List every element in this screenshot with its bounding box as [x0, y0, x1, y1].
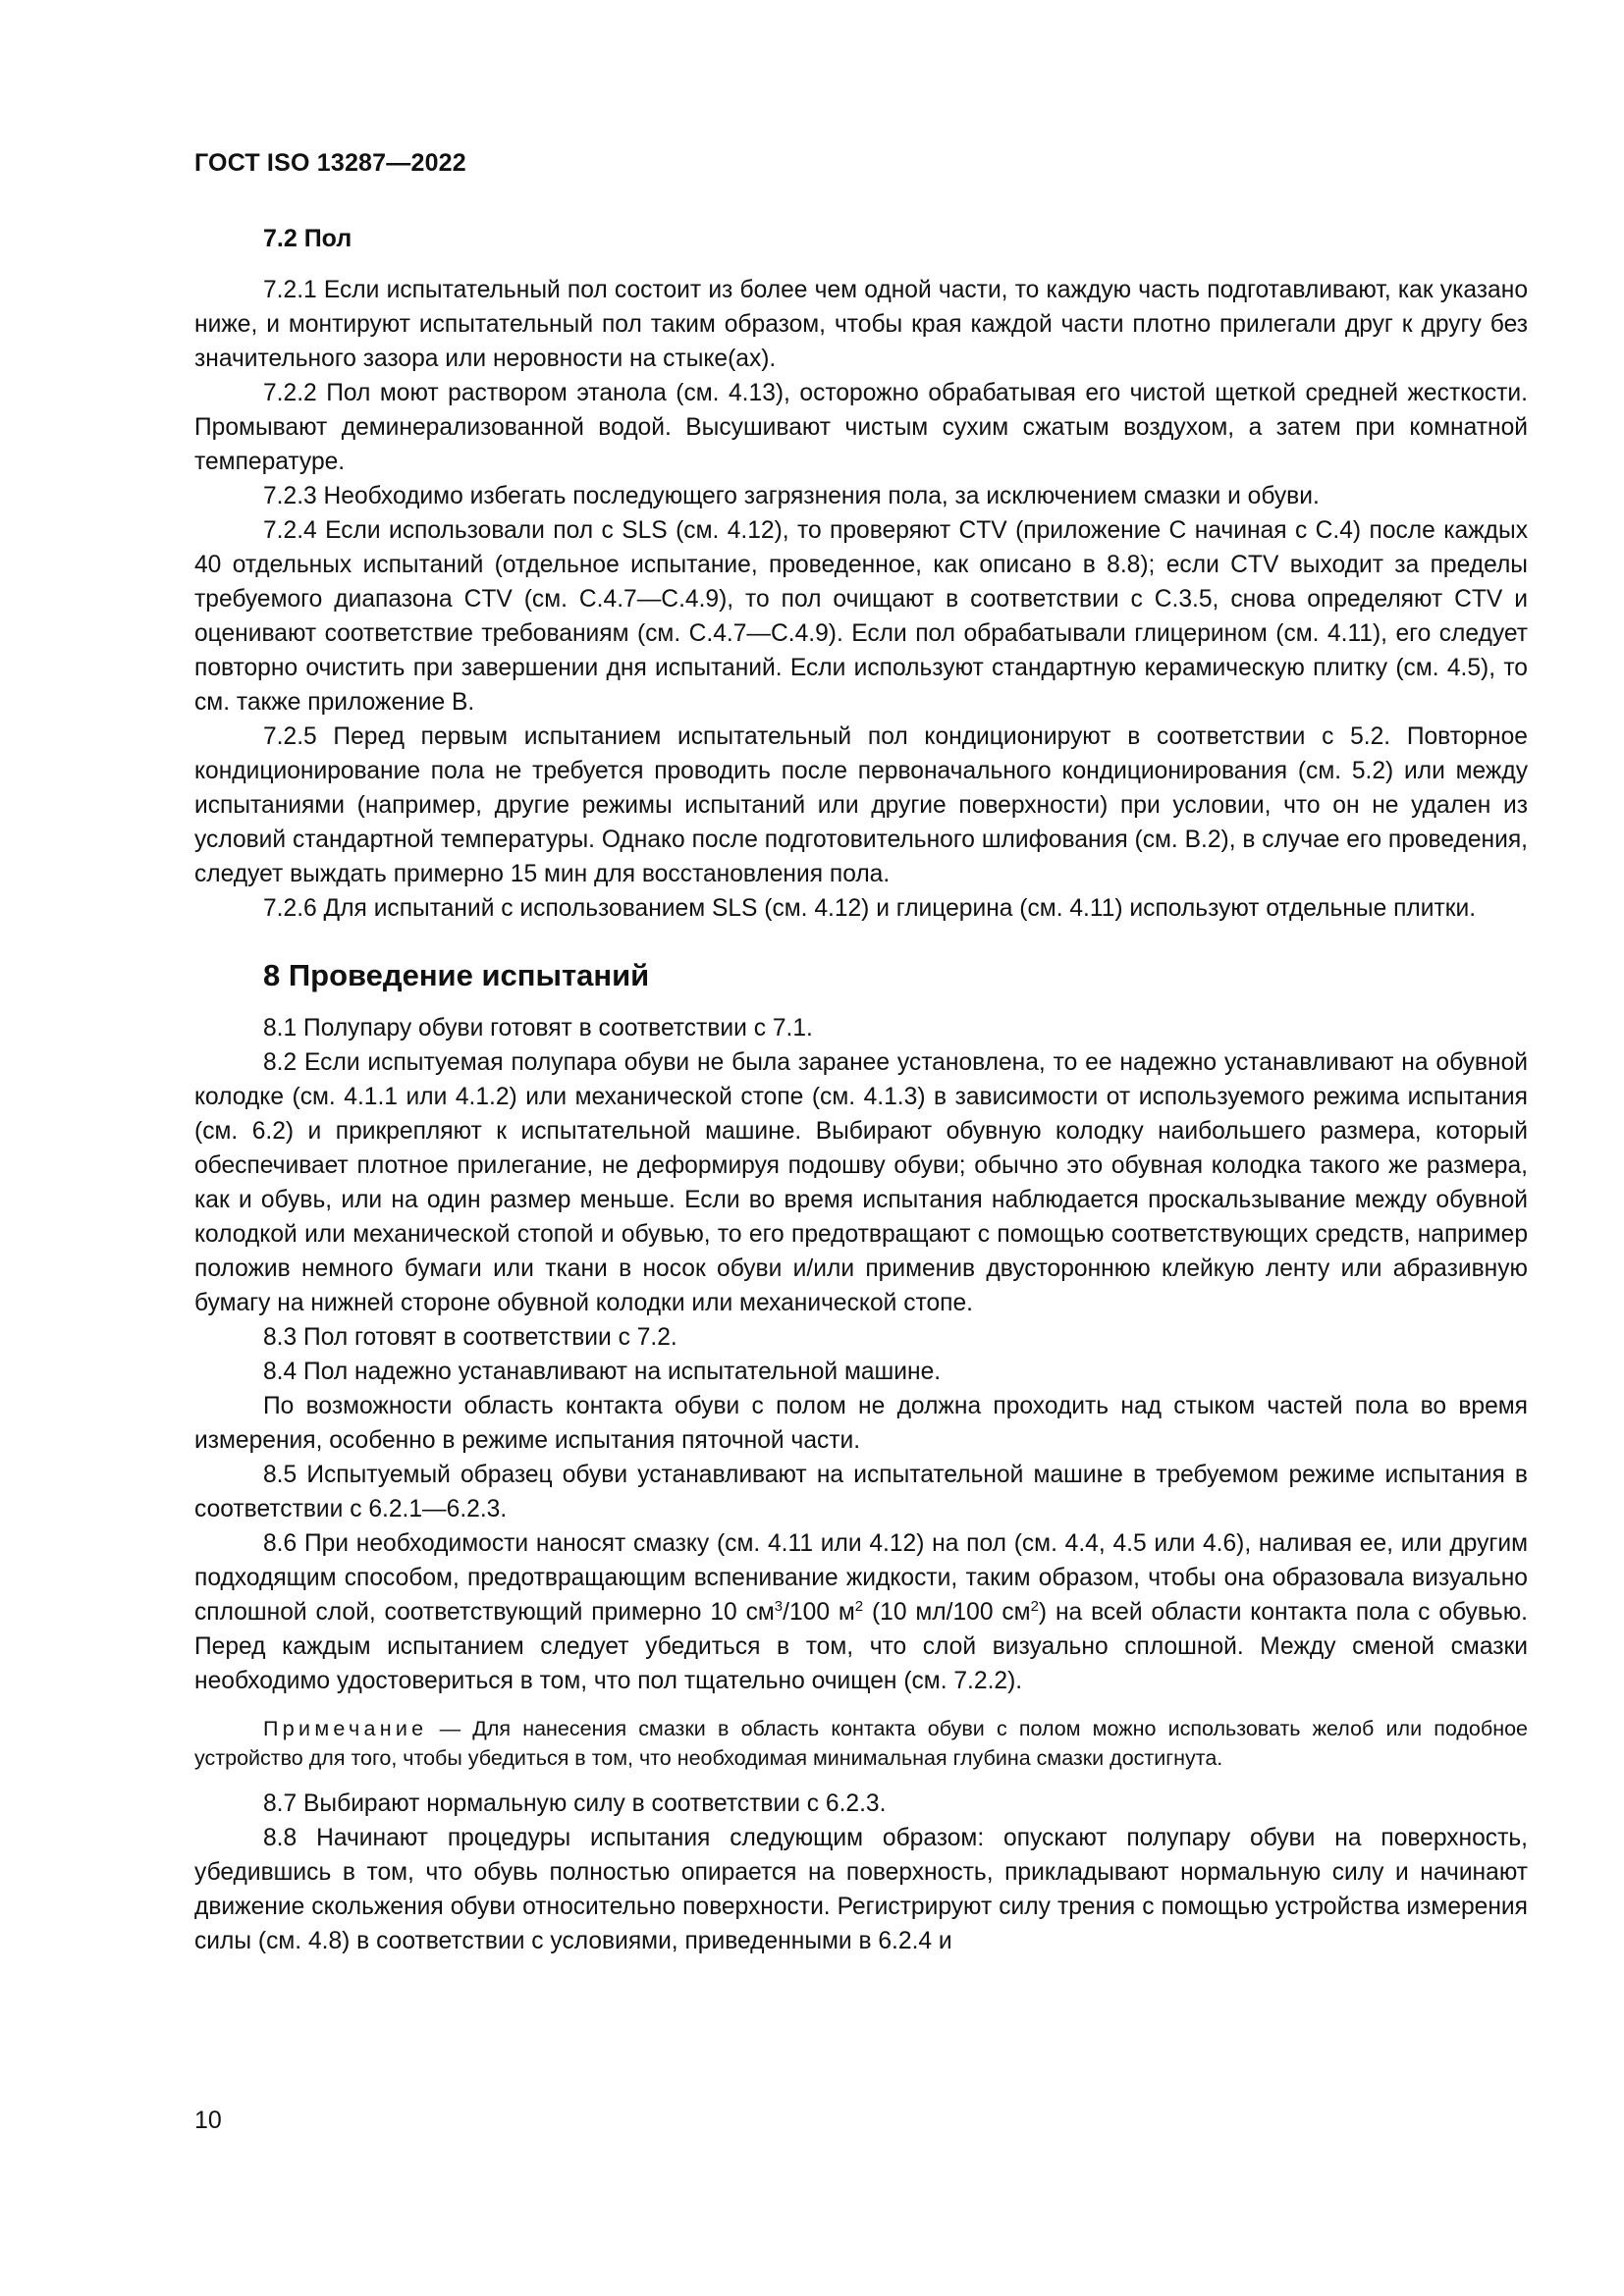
paragraph-8-6-text-c: (10 мл/100 см [863, 1599, 1031, 1626]
paragraph-8-2: 8.2 Если испытуемая полупара обуви не была заранее установлена, то ее надежно устанавливают на обувной колодке (см. 4.1.1 или 4.1.2) или механической стопе (см. 4.1.3) в зависимости от используемого режима испытания (см. 6.2) и прикрепляют к испытательной машине. Выбирают обувную колодку наибольшего размера, который обеспечивает плотное прилегание, не деформируя подошву обуви; обычно это обувная колодка такого же размера, как и обувь, или на один размер меньше. Если во время испытания наблюдается проскальзывание между обувной колодкой или механической стопой и обувью, то его предотвращают с помощью соответствующих средств, например положив немного бумаги или ткани в носок обуви и/или применив двустороннюю клейкую ленту или абразивную бумагу на нижней стороне обувной колодки или механической стопе. [194, 1049, 1528, 1316]
superscript-square-2: 2 [1030, 1598, 1039, 1615]
paragraph-8-6-text-b: /100 м [783, 1599, 855, 1626]
heading-7-2: 7.2 Пол [263, 225, 352, 252]
paragraph-8-5: 8.5 Испытуемый образец обуви устанавливают на испытательной машине в требуемом режиме испытания в соответствии с 6.2.1—6.2.3. [194, 1462, 1528, 1522]
paragraph-7-2-5: 7.2.5 Перед первым испытанием испытательный пол кондиционируют в соответствии с 5.2. Повторное кондиционирование пола не требуется проводить после первоначального кондиционирования (см. 5.2) или между испытаниями (например, другие режимы испытаний или другие поверхности) при условии, что он не удален из условий стандартной температуры. Однако после подготовительного шлифования (см. В.2), в случае его проведения, следует выждать примерно 15 мин для восстановления пола. [194, 723, 1528, 887]
paragraph-7-2-2: 7.2.2 Пол моют раствором этанола (см. 4.13), осторожно обрабатывая его чистой щеткой средней жесткости. Промывают деминерализованной водой. Высушивают чистым сухим сжатым воздухом, а затем при комнатной температуре. [194, 380, 1528, 475]
paragraph-8-7: 8.7 Выбирают нормальную силу в соответствии с 6.2.3. [263, 1790, 887, 1817]
note-label: Примечание [263, 1717, 428, 1740]
paragraph-7-2-1: 7.2.1 Если испытательный пол состоит из более чем одной части, то каждую часть подготавливают, как указано ниже, и монтируют испытательный пол таким образом, чтобы края каждой части плотно прилегали друг к другу без значительного зазора или неровности на стыке(ах). [194, 277, 1528, 372]
document-header: ГОСТ ISO 13287—2022 [194, 149, 466, 177]
paragraph-8-4-continued: По возможности область контакта обуви с полом не должна проходить над стыком частей пола во время измерения, особенно в режиме испытания пяточной части. [194, 1393, 1528, 1454]
paragraph-7-2-3: 7.2.3 Необходимо избегать последующего загрязнения пола, за исключением смазки и обуви. [263, 483, 1320, 509]
note-text: — Для нанесения смазки в область контакта обуви с полом можно использовать желоб или подобное устройство для того, чтобы убедиться в том, что необходимая минимальная глубина смазки достигнута. [194, 1717, 1528, 1770]
paragraph-7-2-6: 7.2.6 Для испытаний с использованием SLS (см. 4.12) и глицерина (см. 4.11) используют отдельные плитки. [263, 895, 1477, 922]
paragraph-8-6-text-d: ) на всей области контакта пола с обувью. Перед каждым испытанием следует убедиться в том, что слой визуально сплошной. Между сменой смазки необходимо удостовериться в том, что пол тщательно очищен (см. 7.2.2). [194, 1599, 1529, 1694]
note [194, 1714, 1528, 1773]
superscript-cubic: 3 [774, 1598, 784, 1615]
paragraph-8-3: 8.3 Пол готовят в соответствии с 7.2. [263, 1324, 677, 1351]
paragraph-8-1: 8.1 Полупару обуви готовят в соответствии с 7.1. [263, 1015, 813, 1041]
paragraph-7-2-4: 7.2.4 Если использовали пол с SLS (см. 4.12), то проверяют CTV (приложение С начиная с С.4) после каждых 40 отдельных испытаний (отдельное испытание, проведенное, как описано в 8.8); если CTV выходит за пределы требуемого диапазона CTV (см. С.4.7—С.4.9), то пол очищают в соответствии с С.3.5, снова определяют CTV и оценивают соответствие требованиям (см. С.4.7—С.4.9). Если пол обрабатывали глицерином (см. 4.11), его следует повторно очистить при завершении дня испытаний. Если используют стандартную керамическую плитку (см. 4.5), то см. также приложение В. [194, 517, 1528, 716]
paragraph-8-6 [194, 1526, 1528, 1698]
paragraph-8-8: 8.8 Начинают процедуры испытания следующим образом: опускают полупару обуви на поверхность, убедившись в том, что обувь полностью опирается на поверхность, прикладывают нормальную силу и начинают движение скольжения обуви относительно поверхности. Регистрируют силу трения с помощью устройства измерения силы (см. 4.8) в соответствии с условиями, приведенными в 6.2.4 и [194, 1825, 1528, 1954]
document-body [194, 222, 1528, 1958]
page-number: 10 [194, 2107, 222, 2134]
paragraph-8-6-text-a: 8.6 При необходимости наносят смазку (см. 4.11 или 4.12) на пол (см. 4.4, 4.5 или 4.6), наливая ее, или другим подходящим способом, предотвращающим вспенивание жидкости, таким образом, чтобы она образовала визуально сплошной слой, соответствующий примерно 10 см [194, 1530, 1528, 1626]
heading-section-8: 8 Проведение испытаний [263, 958, 650, 992]
superscript-square: 2 [854, 1598, 864, 1615]
paragraph-8-4: 8.4 Пол надежно устанавливают на испытательной машине. [263, 1359, 942, 1385]
